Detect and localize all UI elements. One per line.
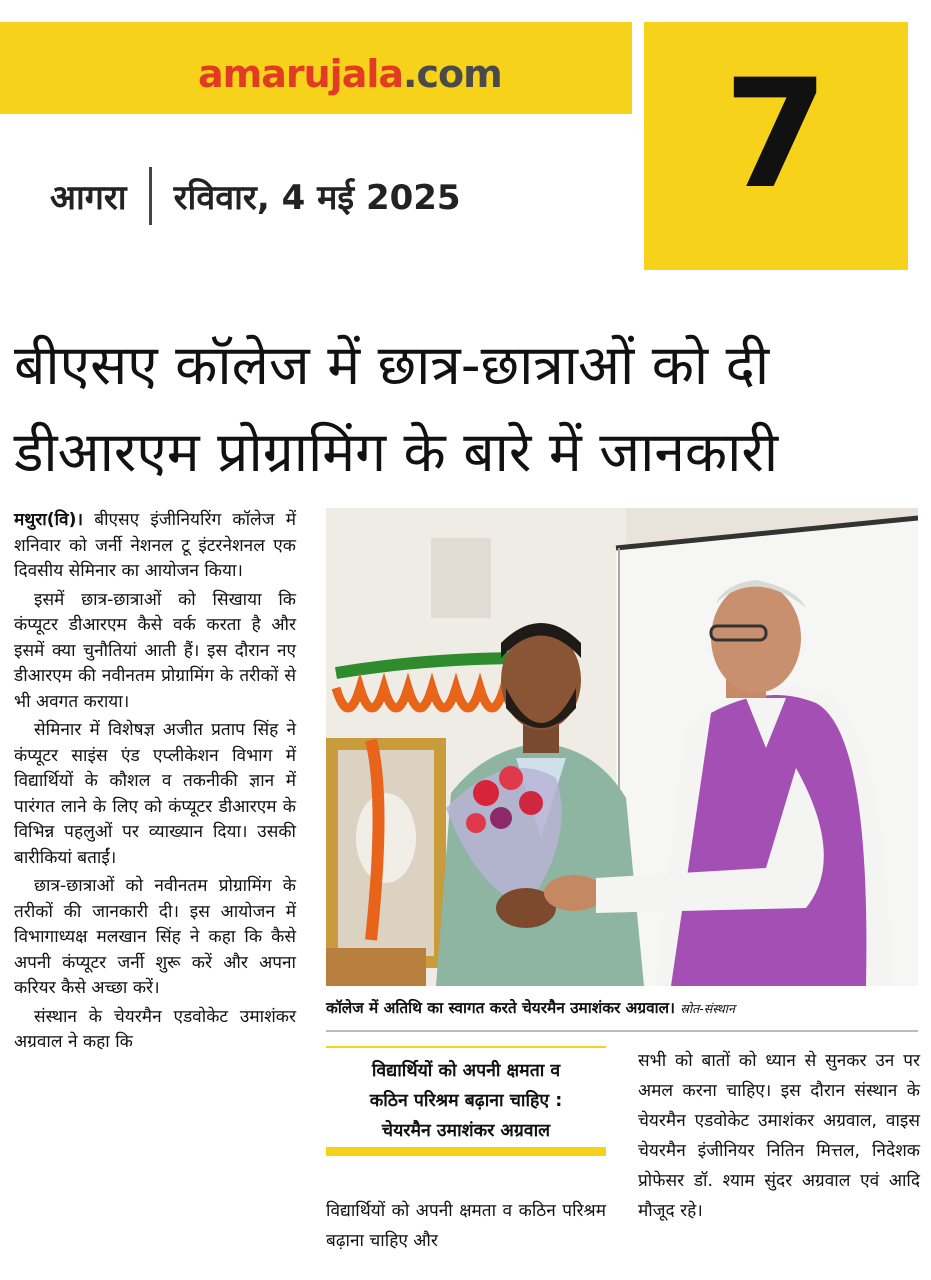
site-logo[interactable] (198, 52, 502, 96)
article-paragraph: सेमिनार में विशेषज्ञ अजीत प्रताप सिंह ने कंप्यूटर साइंस एंड एप्लीकेशन विभाग में विद्यार्थियों के कौशल व तकनीकी ज्ञान में पारंगत लाने के लिए को कंप्यूटर डीआरएम के विभिन्न पहलुओं पर व्याख्यान दिया। उसकी बारीकियां बताईं। (14, 720, 296, 868)
edition-dateline (50, 166, 461, 226)
article-paragraph: सभी को बातों को ध्यान से सुनकर उन पर अमल करना चाहिए। इस दौरान संस्थान के चेयरमैन एडवोकेट उमाशंकर अग्रवाल, वाइस चेयरमैन इंजीनियर नितिन मित्तल, निदेशक प्रोफेसर डॉ. श्याम सुंदर अग्रवाल एवं आदि मौजूद रहे। (638, 1051, 920, 1221)
photo-illustration (326, 508, 918, 986)
headline-line-2: डीआरएम प्रोग्रामिंग के बारे में जानकारी (14, 420, 779, 484)
article-dateline: मथुरा(वि)। (14, 510, 83, 530)
article-paragraph: विद्यार्थियों को अपनी क्षमता व कठिन परिश्रम बढ़ाना चाहिए और (326, 1201, 606, 1251)
photo-credit: स्रोत-संस्थान (680, 1001, 735, 1016)
subheading-line-2: कठिन परिश्रम बढ़ाना चाहिए : (369, 1091, 563, 1111)
photo-caption (326, 997, 918, 1018)
article-body-right-column (638, 1046, 920, 1226)
article-paragraph: इसमें छात्र-छात्राओं को सिखाया कि कंप्यूटर डीआरएम कैसे वर्क करता है और इसमें क्या चुनौतियां आती हैं। इस दौरान नए डीआरएम की नवीनतम प्रोग्रामिंग के तरीकों से भी अवगत कराया। (14, 589, 296, 712)
article-paragraph: संस्थान के चेयरमैन एडवोकेट उमाशंकर अग्रवाल ने कहा कि (14, 1006, 296, 1052)
edition-city: आगरा (50, 178, 127, 218)
article-body-middle-column (326, 1196, 606, 1256)
article-paragraph: मथुरा(वि)। बीएसए इंजीनियरिंग कॉलेज में शनिवार को जर्नी नेशनल टू इंटरनेशनल एक दिवसीय सेमिनार का आयोजन किया। (14, 510, 296, 581)
page-number: 7 (723, 48, 829, 222)
caption-text: कॉलेज में अतिथि का स्वागत करते चेयरमैन उमाशंकर अग्रवाल। (326, 999, 675, 1017)
edition-date: रविवार, 4 मई 2025 (173, 178, 461, 218)
page-number-box (644, 22, 908, 270)
dateline-separator (149, 167, 152, 225)
news-photo (326, 508, 918, 986)
article-headline (14, 322, 919, 496)
headline-line-1: बीएसए कॉलेज में छात्र-छात्राओं को दी (14, 333, 770, 397)
article-paragraph: छात्र-छात्राओं को नवीनतम प्रोग्रामिंग के तरीकों की जानकारी दी। इस आयोजन में विभागाध्यक्ष मलखान सिंह ने कहा कि कैसे अपनी कंप्यूटर जर्नी शुरू करें और अपना करियर कैसे अच्छा करें। (14, 876, 296, 998)
logo-tld: .com (403, 52, 502, 96)
logo-main: amarujala (198, 52, 404, 96)
caption-divider (326, 1030, 918, 1032)
article-body-left-column (14, 508, 296, 1059)
subheading-line-1: विद्यार्थियों को अपनी क्षमता व (371, 1061, 561, 1081)
subheading-line-3: चेयरमैन उमाशंकर अग्रवाल (381, 1121, 551, 1141)
subheading (326, 1056, 606, 1146)
subheading-box (326, 1046, 606, 1156)
